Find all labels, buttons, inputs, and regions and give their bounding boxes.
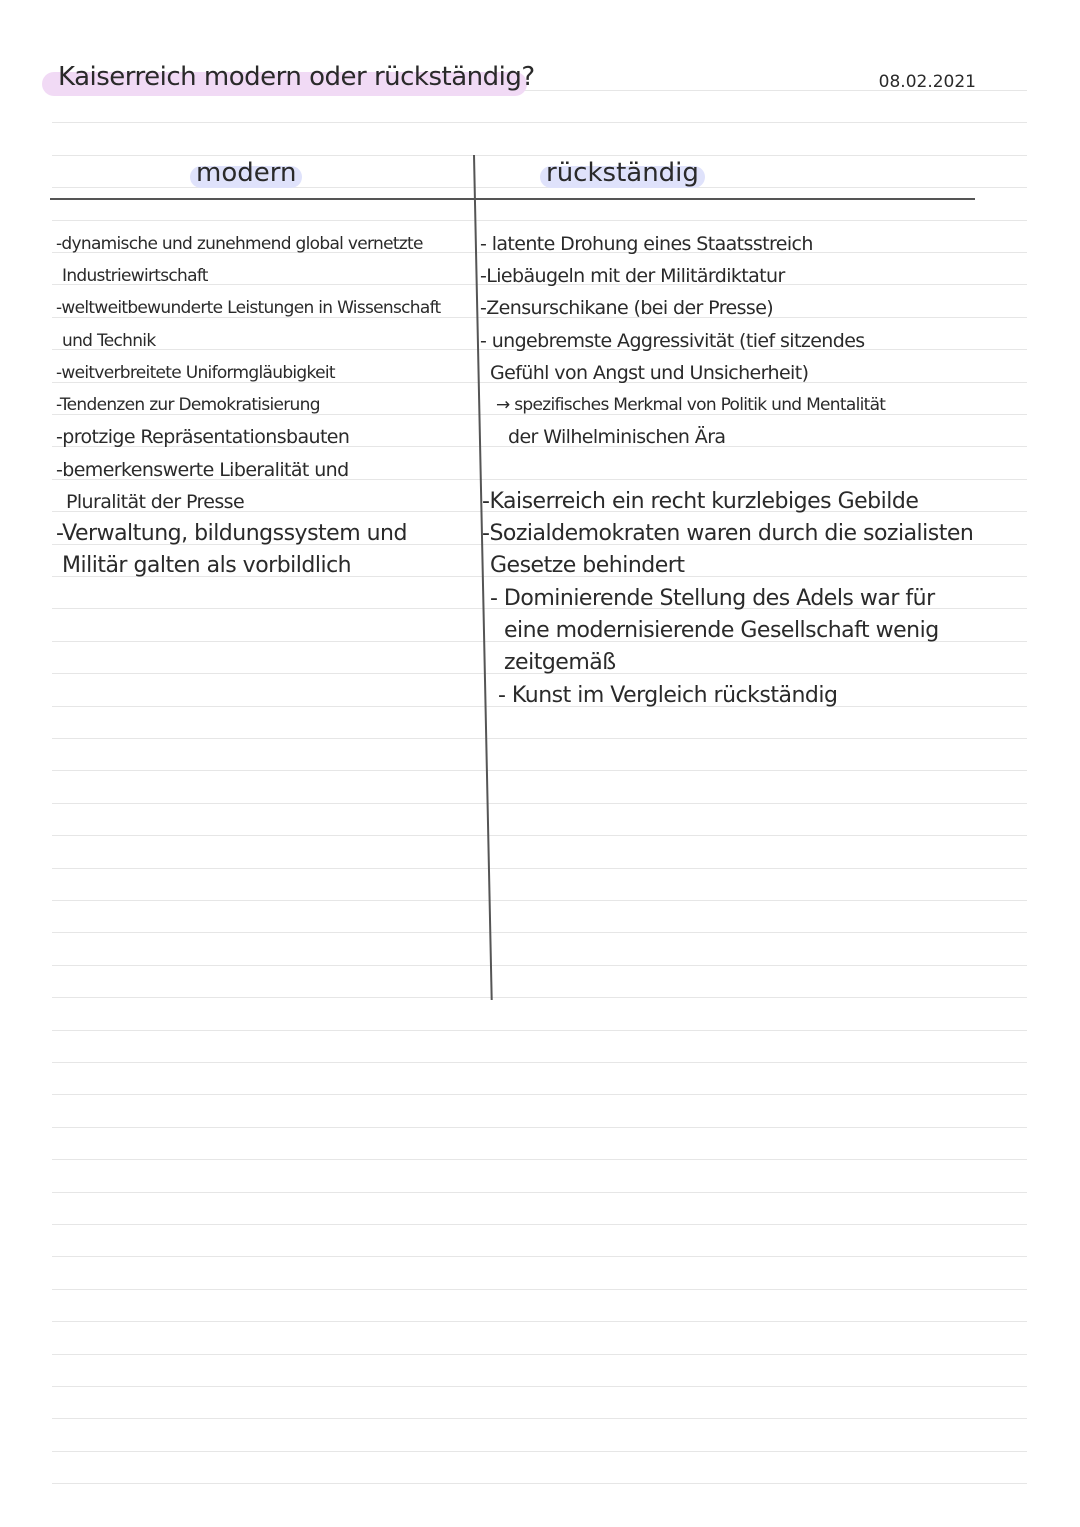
ruled-line: [52, 868, 1027, 869]
ruled-line: [52, 220, 1027, 221]
note-right: Gefühl von Angst und Unsicherheit): [490, 362, 809, 384]
ruled-line: [52, 155, 1027, 156]
date: 08.02.2021: [878, 72, 976, 92]
note-right: der Wilhelminischen Ära: [508, 426, 726, 448]
ruled-line: [52, 932, 1027, 933]
note-left: Militär galten als vorbildlich: [62, 553, 352, 578]
ruled-line: [52, 122, 1027, 123]
column-header-label: modern: [196, 158, 297, 188]
note-right: -Sozialdemokraten waren durch die sozialisten: [482, 521, 974, 546]
ruled-line: [52, 997, 1027, 998]
note-right: eine modernisierende Gesellschaft wenig: [504, 618, 939, 643]
ruled-line: [52, 1094, 1027, 1095]
ruled-line: [52, 1418, 1027, 1419]
note-left: -protzige Repräsentationsbauten: [56, 426, 350, 448]
title-area: [42, 62, 535, 92]
ruled-line: [52, 1289, 1027, 1290]
column-header-rueckstaendig: [546, 158, 699, 188]
note-left: -Tendenzen zur Demokratisierung: [56, 395, 320, 415]
note-left: -dynamische und zunehmend global vernetzte: [56, 234, 423, 254]
ruled-line: [52, 1451, 1027, 1452]
ruled-line: [52, 1321, 1027, 1322]
ruled-line: [52, 965, 1027, 966]
column-header-label: rückständig: [546, 158, 699, 188]
note-left: -Verwaltung, bildungssystem und: [56, 521, 407, 546]
note-left: Industriewirtschaft: [62, 266, 208, 286]
note-left: -weltweitbewunderte Leistungen in Wissenschaft: [56, 298, 441, 318]
ruled-line: [52, 900, 1027, 901]
ruled-line: [52, 1256, 1027, 1257]
note-right: -Zensurschikane (bei der Presse): [480, 297, 774, 319]
note-left: Pluralität der Presse: [66, 491, 245, 513]
ruled-line: [52, 1159, 1027, 1160]
ruled-line: [52, 1192, 1027, 1193]
column-header-modern: [196, 158, 296, 188]
note-right: zeitgemäß: [504, 650, 616, 675]
page-title: Kaiserreich modern oder rückständig?: [58, 62, 535, 92]
note-right: - ungebremste Aggressivität (tief sitzendes: [480, 330, 865, 352]
note-left: -weitverbreitete Uniformgläubigkeit: [56, 363, 335, 383]
ruled-line: [52, 738, 1027, 739]
note-left: und Technik: [62, 331, 156, 351]
ruled-line: [52, 1224, 1027, 1225]
ruled-line: [52, 1062, 1027, 1063]
ruled-line: [52, 1483, 1027, 1484]
ruled-line: [52, 1354, 1027, 1355]
ruled-line: [52, 1030, 1027, 1031]
note-right: -Kaiserreich ein recht kurzlebiges Gebilde: [482, 489, 919, 514]
ruled-line: [52, 1127, 1027, 1128]
note-right: Gesetze behindert: [490, 553, 685, 578]
note-right: - Kunst im Vergleich rückständig: [498, 683, 838, 708]
header-underline: [50, 198, 975, 200]
ruled-line: [52, 835, 1027, 836]
note-right: → spezifisches Merkmal von Politik und Mentalität: [496, 395, 886, 415]
ruled-line: [52, 1386, 1027, 1387]
note-left: -bemerkenswerte Liberalität und: [56, 459, 349, 481]
note-right: - latente Drohung eines Staatsstreich: [480, 233, 813, 255]
note-right: - Dominierende Stellung des Adels war für: [490, 586, 935, 611]
ruled-line: [52, 803, 1027, 804]
ruled-line: [52, 770, 1027, 771]
note-right: -Liebäugeln mit der Militärdiktatur: [480, 265, 785, 287]
